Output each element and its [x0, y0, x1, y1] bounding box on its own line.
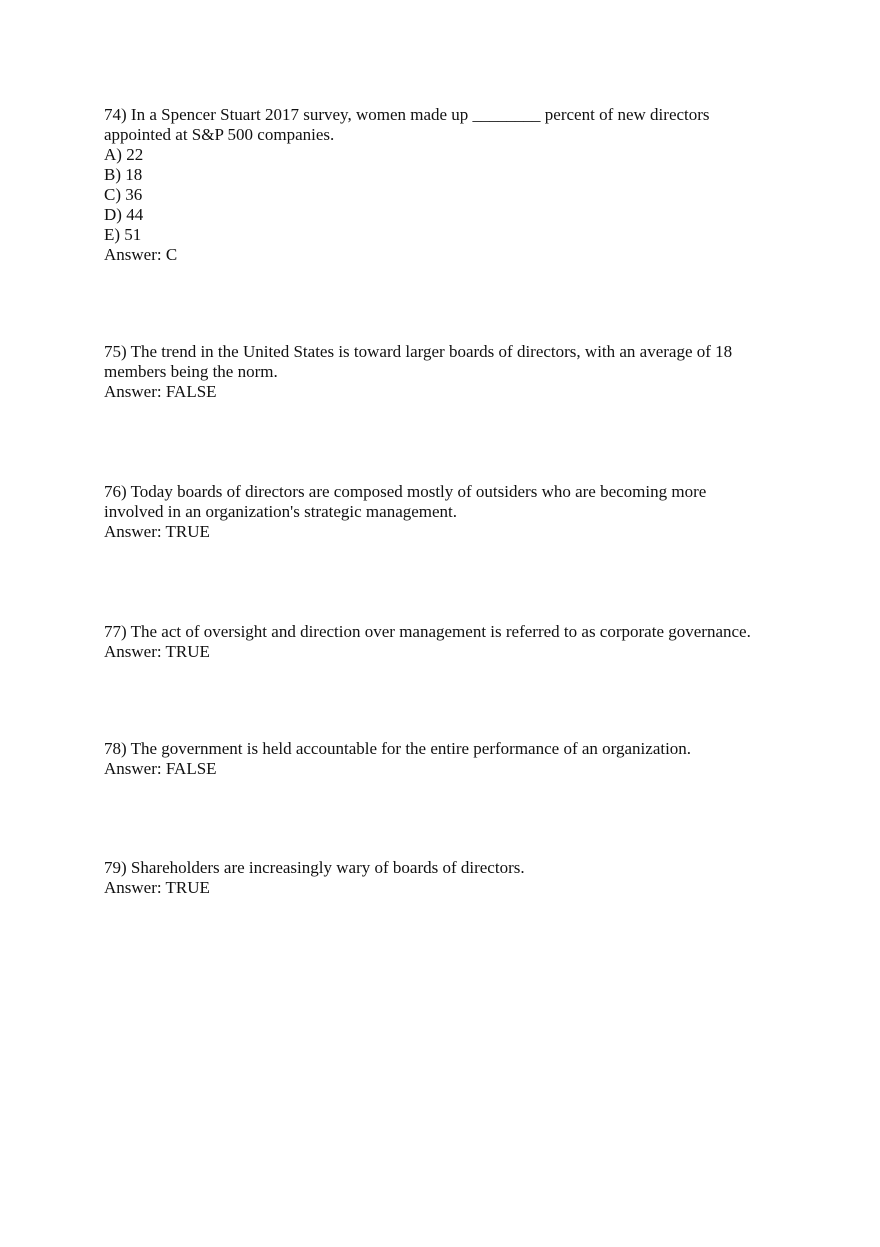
question-77: [104, 622, 784, 662]
answer-option-e: E) 51: [104, 225, 142, 244]
answer-option-a: A) 22: [104, 145, 144, 164]
question-78: [104, 739, 784, 779]
question-text-line: 76) Today boards of directors are composed mostly of outsiders who are becoming more: [104, 482, 707, 501]
question-75: [104, 342, 784, 402]
answer-option-c: C) 36: [104, 185, 143, 204]
question-text-line: 75) The trend in the United States is toward larger boards of directors, with an average of 18: [104, 342, 733, 361]
question-74: [104, 105, 784, 265]
question-text-line: members being the norm.: [104, 362, 278, 381]
question-text-line: appointed at S&P 500 companies.: [104, 125, 335, 144]
question-text-line: 74) In a Spencer Stuart 2017 survey, women made up ________ percent of new directors: [104, 105, 710, 124]
question-76: [104, 482, 784, 542]
answer-option-d: D) 44: [104, 205, 144, 224]
answer-option-b: B) 18: [104, 165, 143, 184]
answer-key: Answer: FALSE: [104, 382, 217, 401]
question-text-line: involved in an organization's strategic management.: [104, 502, 458, 521]
answer-key: Answer: FALSE: [104, 759, 217, 778]
answer-key: Answer: C: [104, 245, 178, 264]
question-text-line: 78) The government is held accountable for the entire performance of an organization.: [104, 739, 692, 758]
question-text-line: 77) The act of oversight and direction over management is referred to as corporate governance.: [104, 622, 751, 641]
question-text-line: 79) Shareholders are increasingly wary of boards of directors.: [104, 858, 525, 877]
answer-key: Answer: TRUE: [104, 878, 210, 897]
question-79: [104, 858, 784, 898]
answer-key: Answer: TRUE: [104, 642, 210, 661]
answer-key: Answer: TRUE: [104, 522, 210, 541]
